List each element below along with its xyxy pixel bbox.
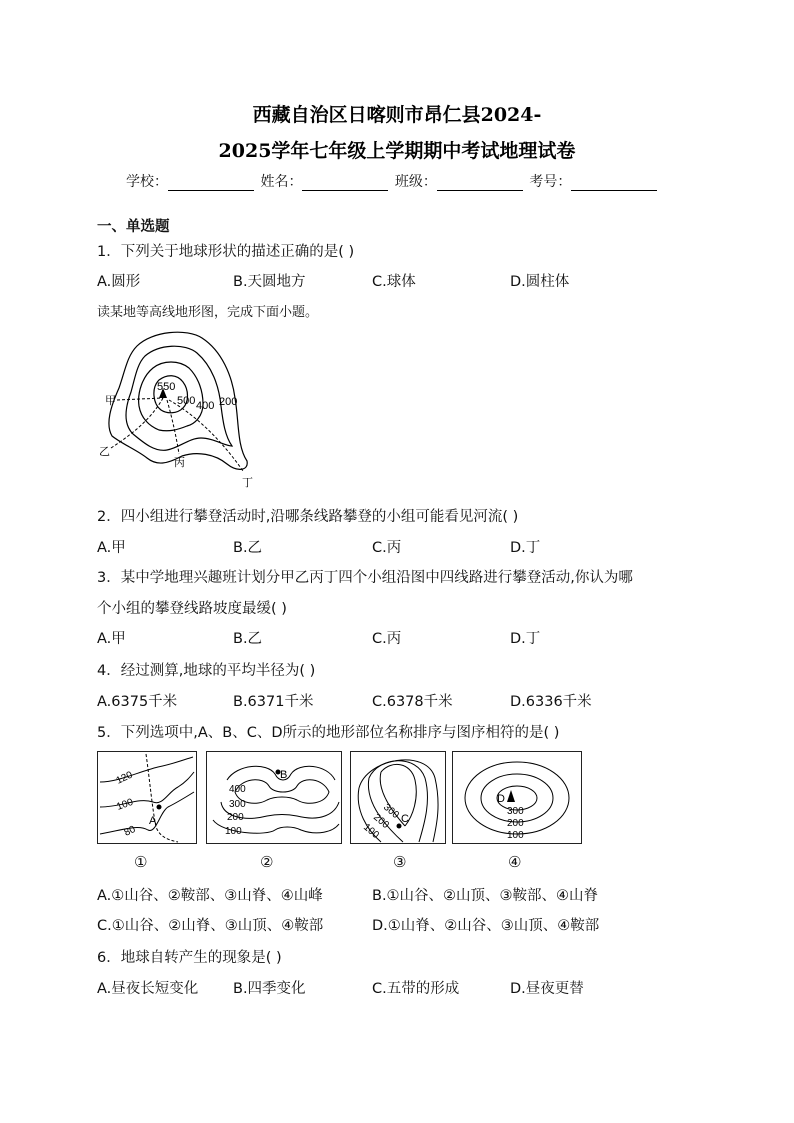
- class-label: 班级：: [394, 174, 437, 190]
- q1-option-a[interactable]: A.圆形: [97, 274, 141, 290]
- q2-option-a[interactable]: A.甲: [97, 540, 126, 556]
- section-heading: 一、单选题: [97, 219, 170, 235]
- name-blank[interactable]: [302, 176, 388, 191]
- q4-option-b[interactable]: B.6371千米: [233, 694, 314, 710]
- panel-1-point: A: [149, 815, 157, 827]
- panel-4-label: ④: [508, 853, 522, 871]
- q5-stem: 5．下列选项中,A、B、C、D所示的地形部位名称排序与图序相符的是( ): [97, 725, 560, 741]
- panel-2-label: ②: [260, 853, 274, 871]
- q3-option-b[interactable]: B.乙: [233, 631, 263, 647]
- q5-panel-1: [97, 751, 197, 844]
- title-line-2: 2025学年七年级上学期期中考试地理试卷: [218, 140, 576, 162]
- panel-3-contour-100: 100: [361, 821, 381, 842]
- contour-map-figure: [97, 326, 272, 491]
- q5-option-c[interactable]: C.①山谷、②山脊、③山顶、④鞍部: [97, 918, 324, 934]
- title-line-1: 西藏自治区日喀则市昂仁县2024-: [252, 104, 542, 126]
- q3-option-d[interactable]: D.丁: [510, 631, 541, 647]
- panel-3-contour-200: 200: [371, 811, 391, 832]
- q4-option-a[interactable]: A.6375千米: [97, 694, 178, 710]
- class-blank[interactable]: [437, 176, 523, 191]
- q5-option-a[interactable]: A.①山谷、②鞍部、③山脊、④山峰: [97, 888, 323, 904]
- panel-3-point: C: [401, 813, 409, 825]
- panel-4-contour-200: 200: [507, 818, 524, 829]
- panel-4-contour-100: 100: [507, 830, 524, 841]
- panel-1-contour-120: 120: [114, 769, 135, 787]
- panel-1-contour-80: 80: [122, 824, 138, 839]
- q5-option-b[interactable]: B.①山谷、②山顶、③鞍部、④山脊: [372, 888, 599, 904]
- route-label-jia: 甲: [105, 395, 116, 407]
- panel-1-contours: [98, 752, 196, 843]
- panel-1-label: ①: [134, 853, 148, 871]
- elev-label-500: 500: [177, 395, 196, 407]
- exam-no-blank[interactable]: [571, 176, 657, 191]
- panel-3-contours: [351, 752, 445, 843]
- q6-option-d[interactable]: D.昼夜更替: [510, 981, 584, 997]
- panel-1-contour-100: 100: [115, 796, 135, 813]
- route-label-yi: 乙: [99, 446, 110, 458]
- q2-option-d[interactable]: D.丁: [510, 540, 541, 556]
- exam-no-label: 考号：: [529, 174, 572, 190]
- panel-4-point: D: [497, 793, 505, 805]
- panel-2-point: B: [280, 769, 288, 781]
- q5-panel-3: [350, 751, 446, 844]
- q1-option-d[interactable]: D.圆柱体: [510, 274, 570, 290]
- q3-stem-line-2: 个小组的攀登线路坡度最缓( ): [97, 601, 287, 617]
- q6-option-c[interactable]: C.五带的形成: [372, 981, 460, 997]
- student-info-row: [126, 171, 659, 191]
- panel-4-contour-300: 300: [507, 806, 524, 817]
- panel-4-peak-triangle-icon: [507, 790, 515, 802]
- name-label: 姓名：: [260, 174, 303, 190]
- q2-option-c[interactable]: C.丙: [372, 540, 402, 556]
- panel-2-contour-400: 400: [229, 784, 246, 795]
- q4-option-d[interactable]: D.6336千米: [510, 694, 592, 710]
- panel-2-contour-200: 200: [227, 812, 244, 823]
- q5-option-d[interactable]: D.①山脊、②山谷、③山顶、④鞍部: [372, 918, 600, 934]
- panel-2-contours: [207, 752, 341, 843]
- panel-3-label: ③: [393, 853, 407, 871]
- elev-label-200: 200: [219, 396, 238, 408]
- q4-stem: 4．经过测算,地球的平均半径为( ): [97, 663, 316, 679]
- school-label: 学校：: [126, 174, 168, 190]
- panel-2-contour-100: 100: [225, 826, 242, 837]
- elev-label-550: 550: [157, 381, 176, 393]
- q4-option-c[interactable]: C.6378千米: [372, 694, 453, 710]
- elev-label-400: 400: [196, 400, 215, 412]
- route-label-ding: 丁: [242, 477, 253, 489]
- reading-note: 读某地等高线地形图，完成下面小题。: [97, 305, 319, 320]
- q6-stem: 6．地球自转产生的现象是( ): [97, 950, 282, 966]
- panel-4-contours: [453, 752, 581, 843]
- q2-stem: 2．四小组进行攀登活动时,沿哪条线路攀登的小组可能看见河流( ): [97, 509, 519, 525]
- q1-option-c[interactable]: C.球体: [372, 274, 416, 290]
- school-blank[interactable]: [168, 176, 254, 191]
- q1-stem: 1．下列关于地球形状的描述正确的是( ): [97, 244, 355, 260]
- q6-option-a[interactable]: A.昼夜长短变化: [97, 981, 199, 997]
- q5-panel-2: [206, 751, 342, 844]
- panel-2-contour-300: 300: [229, 799, 246, 810]
- q3-stem-line-1: 3．某中学地理兴趣班计划分甲乙丙丁四个小组沿图中四线路进行攀登活动,你认为哪: [97, 570, 633, 586]
- q5-panel-4: [452, 751, 582, 844]
- panel-3-contour-300: 300: [381, 801, 401, 822]
- q3-option-c[interactable]: C.丙: [372, 631, 402, 647]
- q1-option-b[interactable]: B.天圆地方: [233, 274, 306, 290]
- q2-option-b[interactable]: B.乙: [233, 540, 263, 556]
- q6-option-b[interactable]: B.四季变化: [233, 981, 306, 997]
- route-label-bing: 丙: [174, 457, 185, 469]
- q3-option-a[interactable]: A.甲: [97, 631, 126, 647]
